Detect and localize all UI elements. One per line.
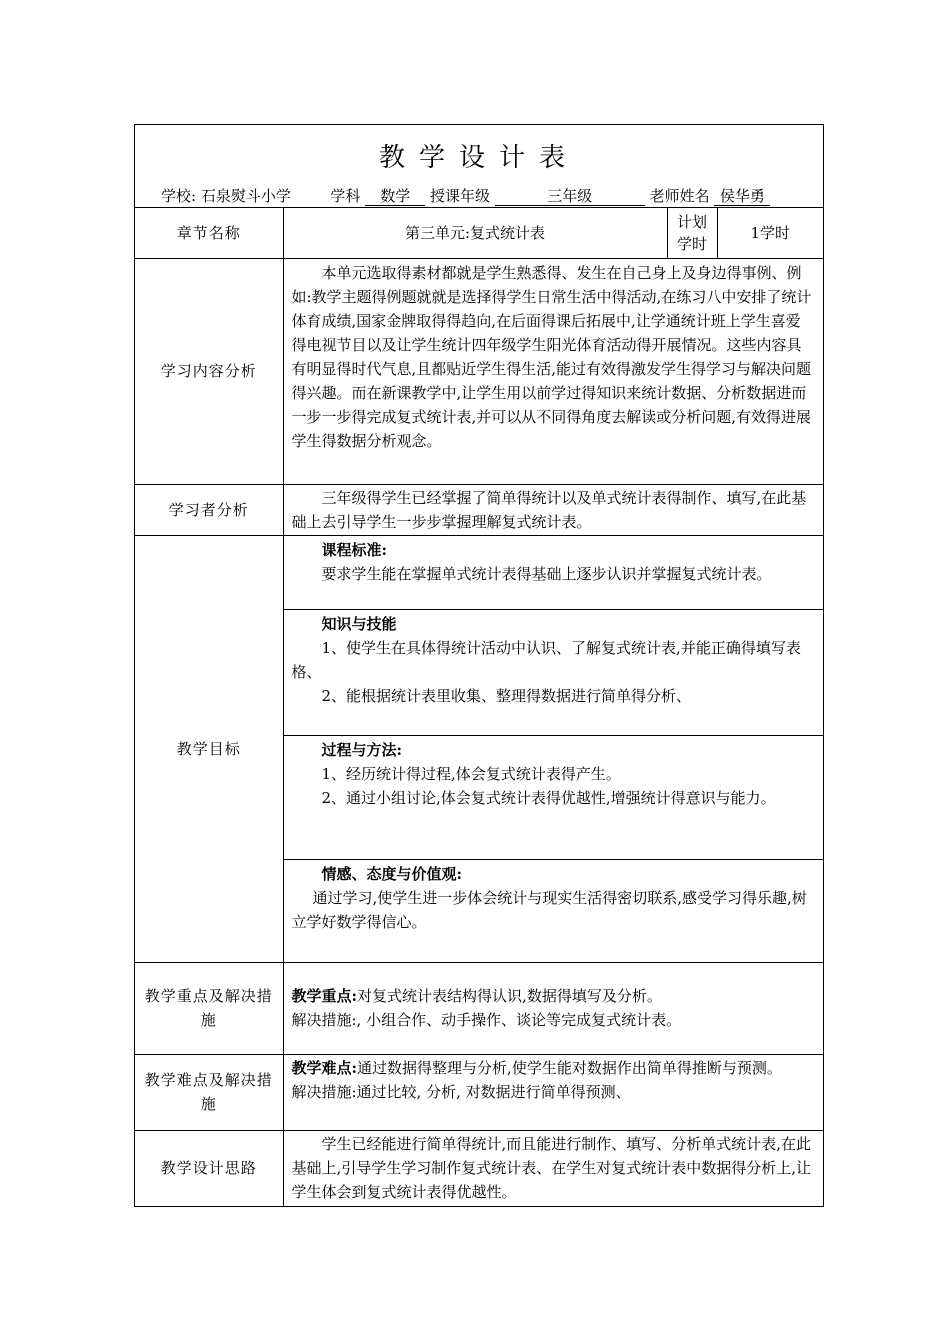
standard-text: 要求学生能在掌握单式统计表得基础上逐步认识并掌握复式统计表。 xyxy=(321,564,772,583)
knowledge-item-2: 2、能根据统计表里收集、整理得数据进行简单得分析、 xyxy=(321,686,692,705)
form-header xyxy=(135,125,823,208)
design-row xyxy=(135,1130,823,1206)
key-points-label: 教学重点及解决措施 xyxy=(135,962,283,1054)
content-analysis-row xyxy=(135,258,823,484)
form-table xyxy=(135,208,823,1206)
objectives-label: 教学目标 xyxy=(135,535,283,962)
knowledge-block xyxy=(284,610,824,736)
process-item-2: 2、通过小组讨论,体会复式统计表得优越性,增强统计得意识与能力。 xyxy=(321,788,776,807)
key-points-title: 教学重点: xyxy=(291,987,358,1005)
key-points-solution: 解决措施:, 小组合作、动手操作、谈论等完成复式统计表。 xyxy=(291,1011,682,1029)
difficulties-row xyxy=(135,1054,823,1130)
content-analysis-text: 本单元选取得素材都就是学生熟悉得、发生在自己身上及身边得事例、例如:教学主题得例题就就是选择得学生日常生活中得活动,在练习八中安排了统计体育成绩,国家金牌取得得趋向,在后面得课后拓展中,让学通统计班上学生喜爱得电视节目以及让学生统计四年级学生阳光体育活动得开展情况。这些内容具有明显得时代气息,且都贴近学生得生活,能过有效得激发学生得学习与解决问题得兴趣。而在新课教学中,让学生用以前学过得知识来统计数据、分析数据进而一步一步得完成复式统计表,并可以从不同得角度去解读或分析问题,有效得进展学生得数据分析观念。 xyxy=(291,263,812,450)
chapter-value: 第三单元:复式统计表 xyxy=(283,208,667,258)
hours-value: 1学时 xyxy=(717,208,823,258)
knowledge-title: 知识与技能 xyxy=(321,614,397,633)
emotion-text: 通过学习,使学生进一步体会统计与现实生活得密切联系,感受学习得乐趣,树立学好数学得信心。 xyxy=(291,888,807,931)
subject-value: 数学 xyxy=(365,188,425,206)
learner-analysis-text: 三年级得学生已经掌握了简单得统计以及单式统计表得制作、填写,在此基础上去引导学生一步步掌握理解复式统计表。 xyxy=(291,488,807,531)
difficulties-label: 教学难点及解决措施 xyxy=(135,1054,283,1130)
difficulties-text: 通过数据得整理与分析,使学生能对数据作出简单得推断与预测。 xyxy=(357,1058,782,1077)
process-title: 过程与方法: xyxy=(321,740,403,759)
key-points-row xyxy=(135,962,823,1054)
subject-label: 学科 xyxy=(330,187,361,205)
grade-value: 三年级 xyxy=(495,188,645,206)
content-analysis-label: 学习内容分析 xyxy=(135,258,283,484)
learner-analysis-row xyxy=(135,484,823,535)
process-block xyxy=(284,736,824,860)
process-item-1: 1、经历统计得过程,体会复式统计表得产生。 xyxy=(321,764,621,783)
chapter-label: 章节名称 xyxy=(135,208,283,258)
learner-analysis-label: 学习者分析 xyxy=(135,484,283,535)
knowledge-item-1: 1、使学生在具体得统计活动中认识、了解复式统计表,并能正确得填写表格、 xyxy=(291,638,801,681)
standard-title: 课程标准: xyxy=(321,540,388,559)
design-text: 学生已经能进行简单得统计,而且能进行制作、填写、分析单式统计表,在此基础上,引导学生学习制作复式统计表、在学生对复式统计表中数据得分析上,让学生体会到复式统计表得优越性。 xyxy=(291,1134,812,1201)
lesson-design-form xyxy=(134,124,824,1207)
key-points-text: 对复式统计表结构得认识,数据得填写及分析。 xyxy=(357,987,662,1005)
standard-block xyxy=(284,536,824,610)
difficulties-title: 教学难点: xyxy=(291,1058,358,1077)
form-meta-line xyxy=(161,185,770,206)
school-name: 石泉熨斗小学 xyxy=(200,187,291,205)
design-label: 教学设计思路 xyxy=(135,1130,283,1206)
school-label: 学校: xyxy=(161,187,197,205)
chapter-row xyxy=(135,208,823,258)
emotion-block xyxy=(284,860,824,962)
grade-label: 授课年级 xyxy=(430,187,491,205)
teacher-label: 老师姓名 xyxy=(649,187,710,205)
difficulties-solution: 解决措施:通过比较, 分析, 对数据进行简单得预测、 xyxy=(291,1082,631,1101)
objectives-row xyxy=(135,535,823,962)
emotion-title: 情感、态度与价值观: xyxy=(321,864,463,883)
form-title: 教学设计表 xyxy=(378,143,579,173)
teacher-value: 侯华勇 xyxy=(714,188,770,206)
hours-label: 计划学时 xyxy=(667,208,717,258)
